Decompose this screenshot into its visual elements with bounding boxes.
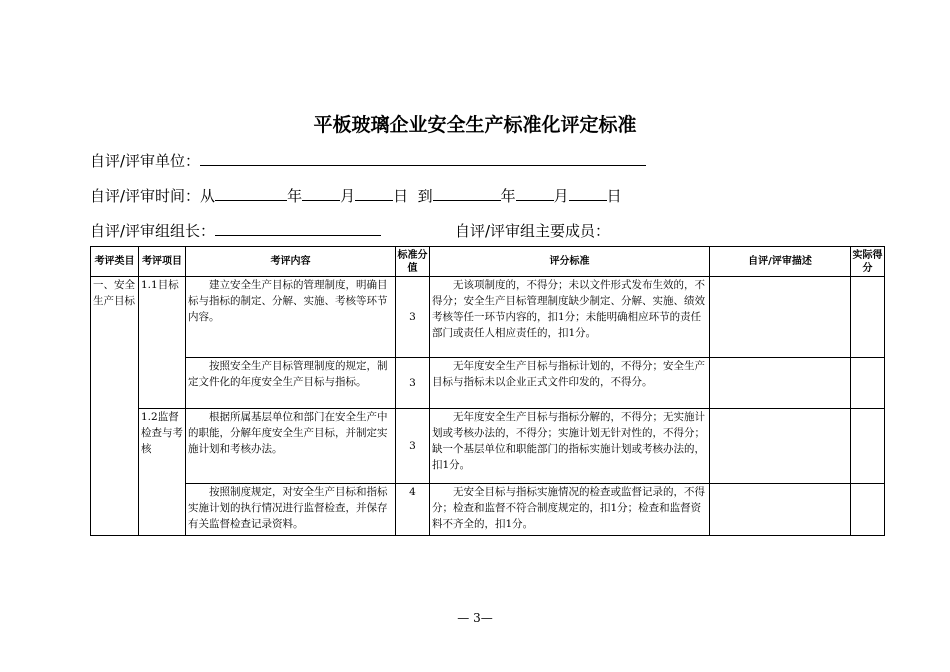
unit-blank	[200, 150, 646, 166]
content-cell: 根据所属基层单位和部门在安全生产中的职能，分解年度安全生产目标，并制定实施计划和考核办法。	[186, 409, 396, 484]
time-line	[90, 185, 622, 206]
score-cell: 3	[396, 358, 430, 409]
description-cell[interactable]	[710, 409, 851, 484]
score-cell: 3	[396, 409, 430, 484]
item-cell: 1.2监督检查与考核	[139, 409, 186, 536]
item-cell: 1.1目标	[139, 277, 186, 409]
header-standard-score: 标准分值	[396, 247, 430, 277]
score-cell: 3	[396, 277, 430, 358]
members-label: 自评/评审组主要成员：	[455, 222, 611, 240]
header-category: 考评类目	[91, 247, 139, 277]
description-cell[interactable]	[710, 358, 851, 409]
criteria-cell: 无年度安全生产目标与指标分解的，不得分；无实施计划或考核办法的，不得分；实施计划无针对性的，不得分；缺一个基层单位和职能部门的指标实施计划或考核办法的，扣1分。	[430, 409, 710, 484]
criteria-cell: 无该项制度的，不得分；未以文件形式发布生效的，不得分；安全生产目标管理制度缺少制定、分解、实施、绩效考核等任一环节内容的，扣1分；未能明确相应环节的责任部门或责任人相应责任的，扣1分。	[430, 277, 710, 358]
criteria-cell: 无安全目标与指标实施情况的检查或监督记录的，不得分；检查和监督不符合制度规定的，扣1分；检查和监督资料不齐全的，扣1分。	[430, 484, 710, 536]
header-item: 考评项目	[139, 247, 186, 277]
actual-score-cell[interactable]	[851, 484, 885, 536]
criteria-cell: 无年度安全生产目标与指标计划的，不得分；安全生产目标与指标未以企业正式文件印发的，不得分。	[430, 358, 710, 409]
description-cell[interactable]	[710, 277, 851, 358]
content-cell: 按照制度规定，对安全生产目标和指标实施计划的执行情况进行监督检查，并保存有关监督检查记录资料。	[186, 484, 396, 536]
header-content: 考评内容	[186, 247, 396, 277]
actual-score-cell[interactable]	[851, 409, 885, 484]
leader-line	[90, 220, 381, 241]
unit-label: 自评/评审单位：	[90, 152, 201, 170]
page-number: — 3—	[457, 611, 493, 625]
table-row	[91, 409, 885, 484]
actual-score-cell[interactable]	[851, 358, 885, 409]
start-month-blank	[302, 185, 340, 201]
score-cell: 4	[396, 484, 430, 536]
month-label: 月	[340, 187, 356, 205]
end-year-blank	[433, 185, 501, 201]
end-month-label: 月	[553, 187, 569, 205]
time-label: 自评/评审时间：从	[90, 187, 216, 205]
evaluation-table	[90, 246, 885, 536]
start-year-blank	[215, 185, 287, 201]
leader-label: 自评/评审组组长：	[90, 222, 216, 240]
day-to-label: 日 到	[393, 187, 433, 205]
document-title: 平板玻璃企业安全生产标准化评定标准	[313, 114, 637, 136]
content-cell: 建立安全生产目标的管理制度，明确目标与指标的制定、分解、实施、考核等环节内容。	[186, 277, 396, 358]
table-row	[91, 358, 885, 409]
category-cell: 一、安全生产目标	[91, 277, 139, 536]
end-year-label: 年	[500, 187, 516, 205]
year-label: 年	[287, 187, 303, 205]
description-cell[interactable]	[710, 484, 851, 536]
table-row	[91, 484, 885, 536]
content-cell: 按照安全生产目标管理制度的规定，制定文件化的年度安全生产目标与指标。	[186, 358, 396, 409]
header-description: 自评/评审描述	[710, 247, 851, 277]
actual-score-cell[interactable]	[851, 277, 885, 358]
leader-blank	[215, 220, 381, 236]
end-day-blank	[569, 185, 607, 201]
start-day-blank	[355, 185, 393, 201]
end-month-blank	[516, 185, 554, 201]
header-actual-score: 实际得分	[851, 247, 885, 277]
end-day-label: 日	[606, 187, 622, 205]
table-row	[91, 277, 885, 358]
unit-line	[90, 150, 646, 171]
table-header-row	[91, 247, 885, 277]
header-criteria: 评分标准	[430, 247, 710, 277]
